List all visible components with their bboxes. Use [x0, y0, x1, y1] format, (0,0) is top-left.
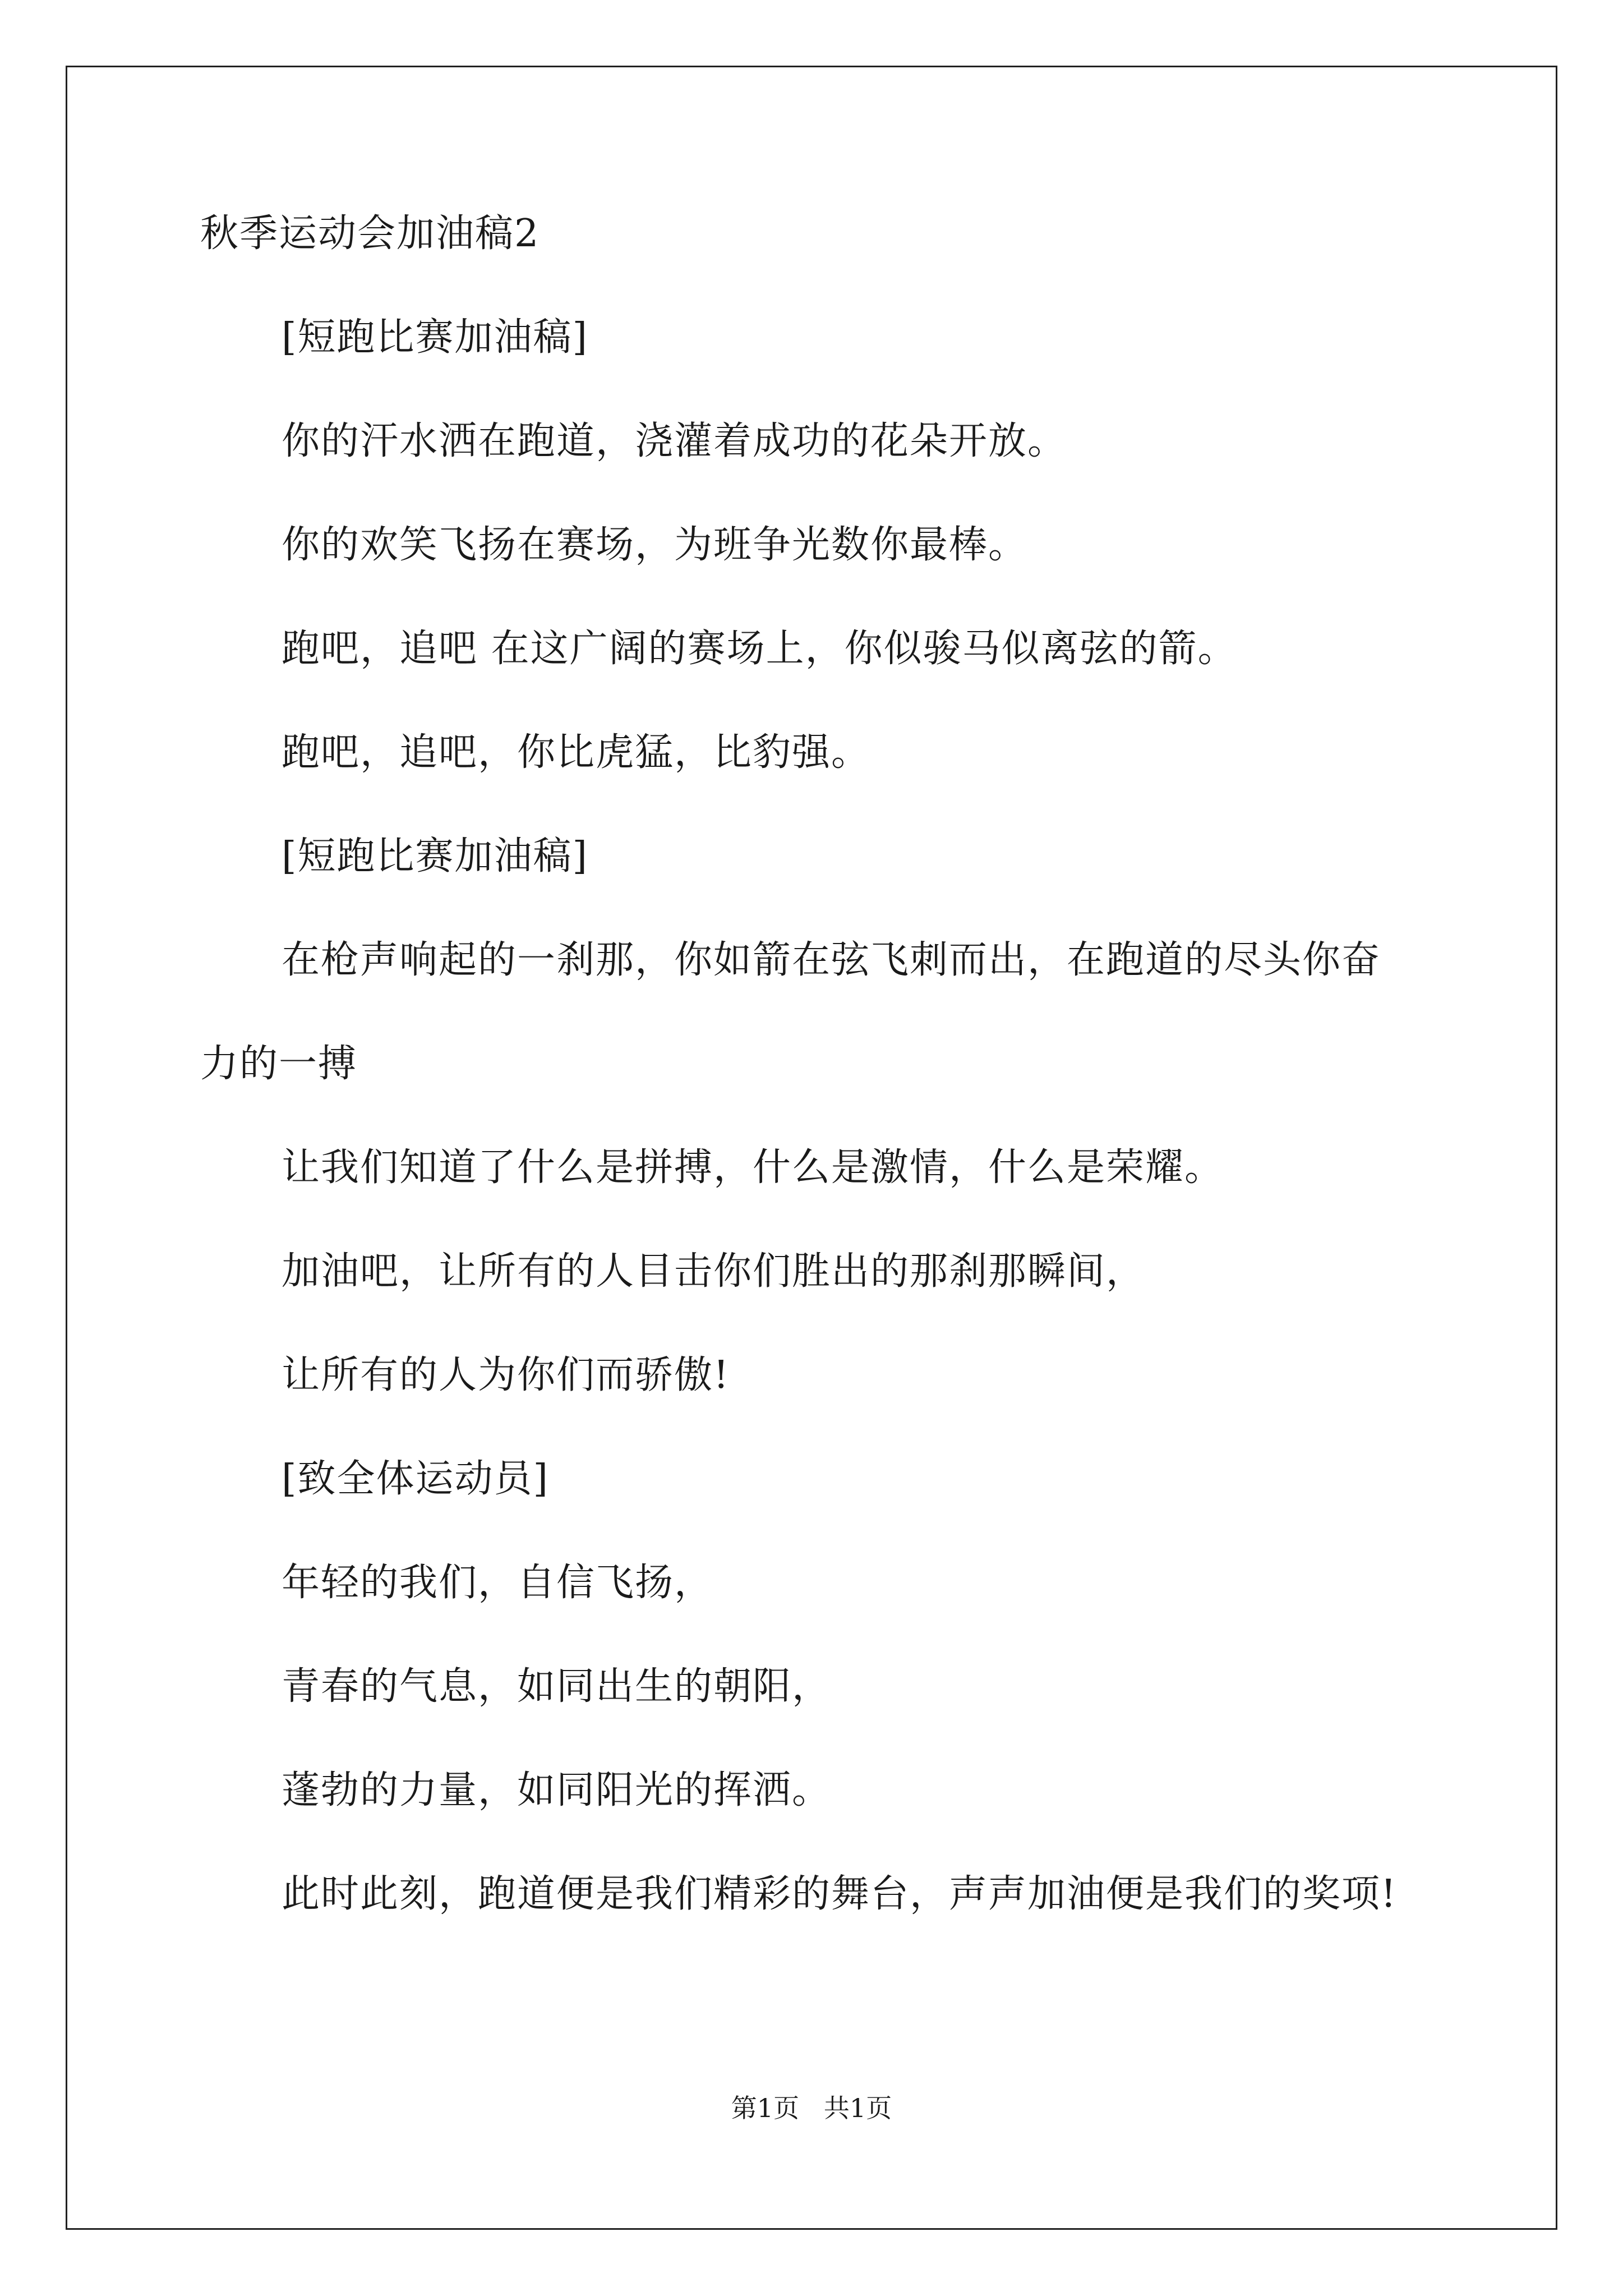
paragraph-line: 年轻的我们，自信飞扬， [282, 1561, 714, 1605]
paragraph-line: 跑吧，追吧，你比虎猛，比豹强。 [282, 730, 871, 775]
paragraph-line-continued: 力的一搏 [200, 1042, 358, 1086]
section-heading-sprint-1: [短跑比赛加油稿] [282, 315, 589, 360]
paragraph-line: 此时此刻，跑道便是我们精彩的舞台，声声加油便是我们的奖项! [282, 1872, 1398, 1916]
paragraph-line: 你的欢笑飞扬在赛场，为班争光数你最棒。 [282, 523, 1028, 567]
paragraph-line: 你的汗水洒在跑道，浇灌着成功的花朵开放。 [282, 419, 1067, 463]
paragraph-line: 让所有的人为你们而骄傲! [282, 1353, 730, 1397]
page-footer: 第1页 共1页 [731, 2093, 892, 2123]
section-heading-sprint-2: [短跑比赛加油稿] [282, 834, 589, 878]
paragraph-line: 在枪声响起的一刹那，你如箭在弦飞刺而出，在跑道的尽头你奋 [282, 938, 1381, 982]
document-title: 秋季运动会加油稿2 [200, 211, 540, 256]
paragraph-line: 蓬勃的力量，如同阳光的挥洒。 [282, 1768, 832, 1812]
paragraph-line: 让我们知道了什么是拼搏，什么是激情，什么是荣耀。 [282, 1145, 1224, 1190]
paragraph-line: 青春的气息，如同出生的朝阳， [282, 1664, 832, 1709]
paragraph-line: 跑吧，追吧 在这广阔的赛场上，你似骏马似离弦的箭。 [282, 627, 1237, 671]
section-heading-athletes: [致全体运动员] [282, 1457, 550, 1501]
paragraph-line: 加油吧，让所有的人目击你们胜出的那刹那瞬间， [282, 1249, 1146, 1294]
